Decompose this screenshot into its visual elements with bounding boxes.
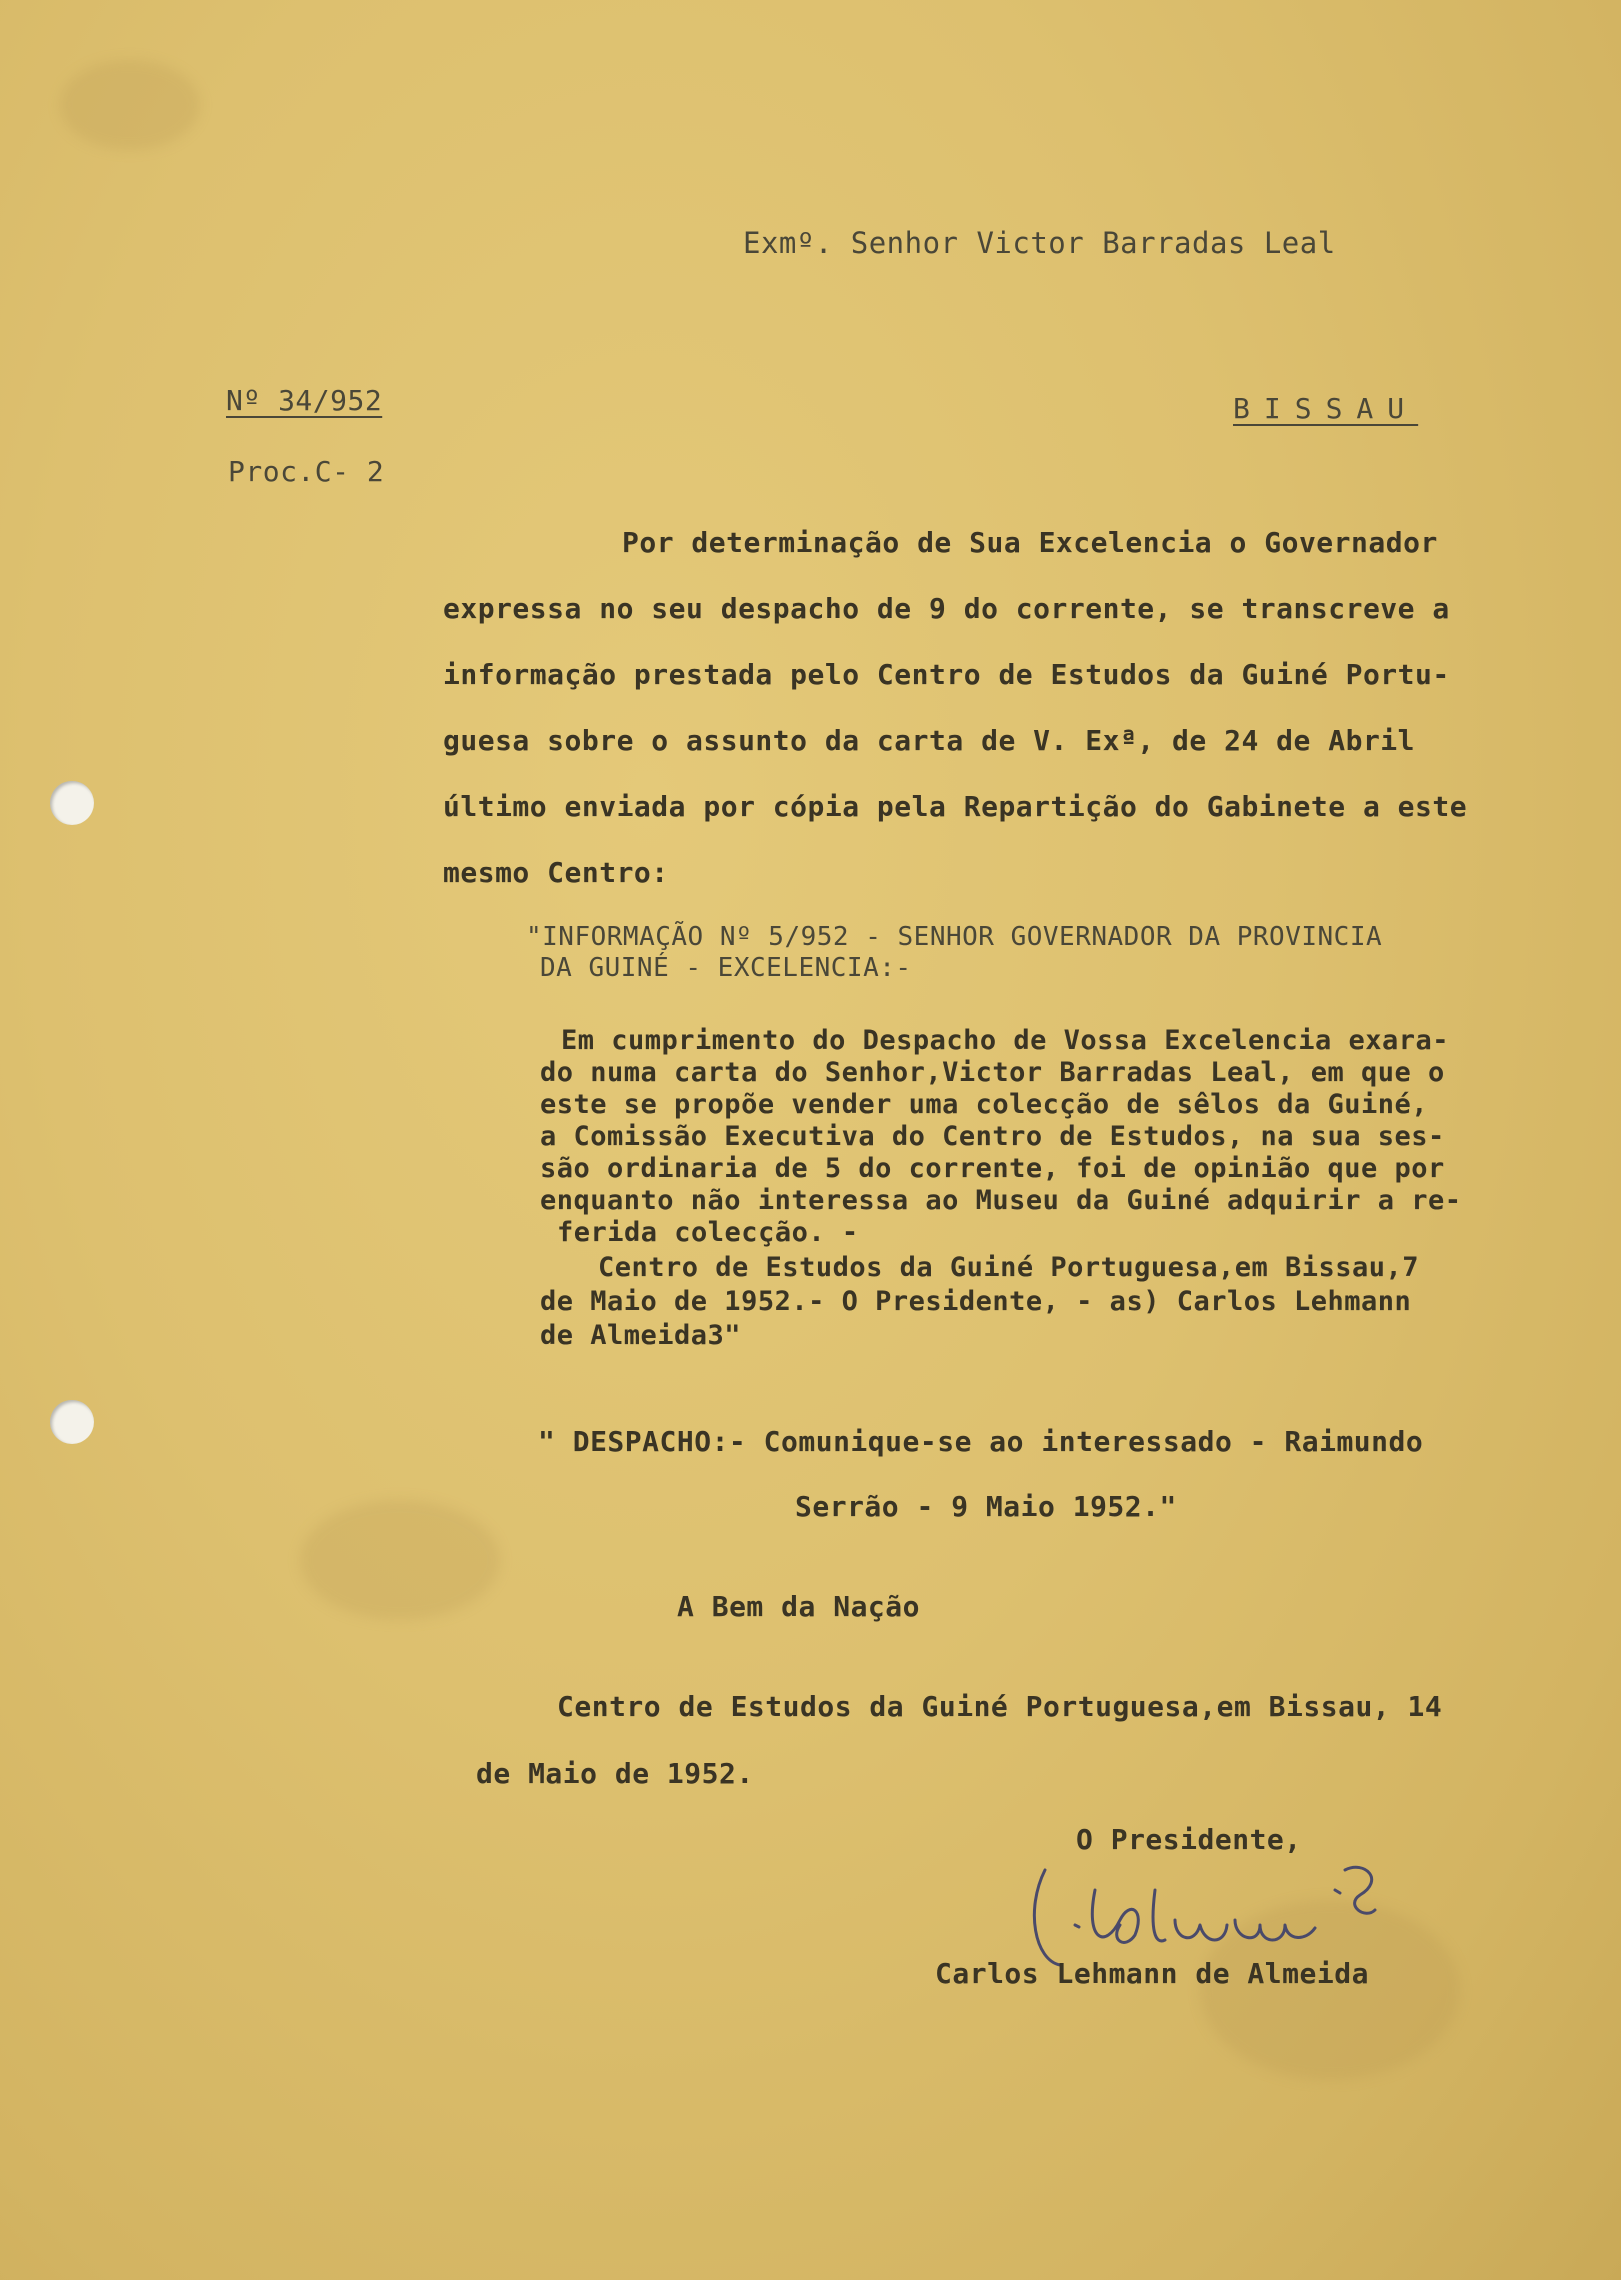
- paper-stain: [300, 1500, 500, 1620]
- body-line: último enviada por cópia pela Repartição do Gabinete a este: [443, 790, 1468, 823]
- despacho-line: Serrão - 9 Maio 1952.": [795, 1490, 1177, 1523]
- addressee: Exmº. Senhor Victor Barradas Leal: [743, 226, 1336, 260]
- place-date-line: Centro de Estudos da Guiné Portuguesa,em Bissau, 14: [557, 1690, 1443, 1723]
- info-body-line: este se propõe vender uma colecção de sêlos da Guiné,: [540, 1089, 1429, 1120]
- info-body-line: do numa carta do Senhor,Victor Barradas Leal, em que o: [540, 1057, 1445, 1088]
- info-sign-line: de Maio de 1952.- O Presidente, - as) Carlos Lehmann: [540, 1286, 1412, 1317]
- info-sign-line: de Almeida3": [540, 1320, 742, 1351]
- process-number: Proc.C- 2: [228, 455, 385, 488]
- info-body-line: Em cumprimento do Despacho de Vossa Excelencia exara-: [561, 1025, 1450, 1056]
- punch-hole: [50, 1400, 94, 1444]
- punch-hole: [50, 781, 94, 825]
- signatory-title: O Presidente,: [1076, 1823, 1302, 1856]
- body-line: expressa no seu despacho de 9 do corrente, se transcreve a: [443, 592, 1450, 625]
- info-heading-line: "INFORMAÇÃO Nº 5/952 - SENHOR GOVERNADOR DA PROVINCIA: [526, 922, 1383, 952]
- info-sign-line: Centro de Estudos da Guiné Portuguesa,em Bissau,7: [598, 1252, 1420, 1283]
- info-heading-line: DA GUINÉ - EXCELENCIA:-: [540, 953, 912, 983]
- despacho-line: " DESPACHO:- Comunique-se ao interessado - Raimundo: [538, 1425, 1424, 1458]
- info-body-line: enquanto não interessa ao Museu da Guiné adquirir a re-: [540, 1185, 1462, 1216]
- city: BISSAU: [1233, 392, 1419, 425]
- body-line: Por determinação de Sua Excelencia o Governador: [622, 526, 1438, 559]
- reference-number: Nº 34/952: [226, 384, 383, 417]
- body-line: mesmo Centro:: [443, 856, 669, 889]
- place-date-line: de Maio de 1952.: [476, 1757, 754, 1790]
- info-body-line: ferida colecção. -: [557, 1217, 859, 1248]
- signatory-name: Carlos Lehmann de Almeida: [935, 1957, 1369, 1990]
- body-line: informação prestada pelo Centro de Estudos da Guiné Portu-: [443, 658, 1450, 691]
- paper-stain: [60, 60, 200, 150]
- info-body-line: a Comissão Executiva do Centro de Estudos, na sua ses-: [540, 1121, 1445, 1152]
- info-body-line: são ordinaria de 5 do corrente, foi de opinião que por: [540, 1153, 1445, 1184]
- body-line: guesa sobre o assunto da carta de V. Exª, de 24 de Abril: [443, 724, 1416, 757]
- closing-salutation: A Bem da Nação: [677, 1590, 921, 1623]
